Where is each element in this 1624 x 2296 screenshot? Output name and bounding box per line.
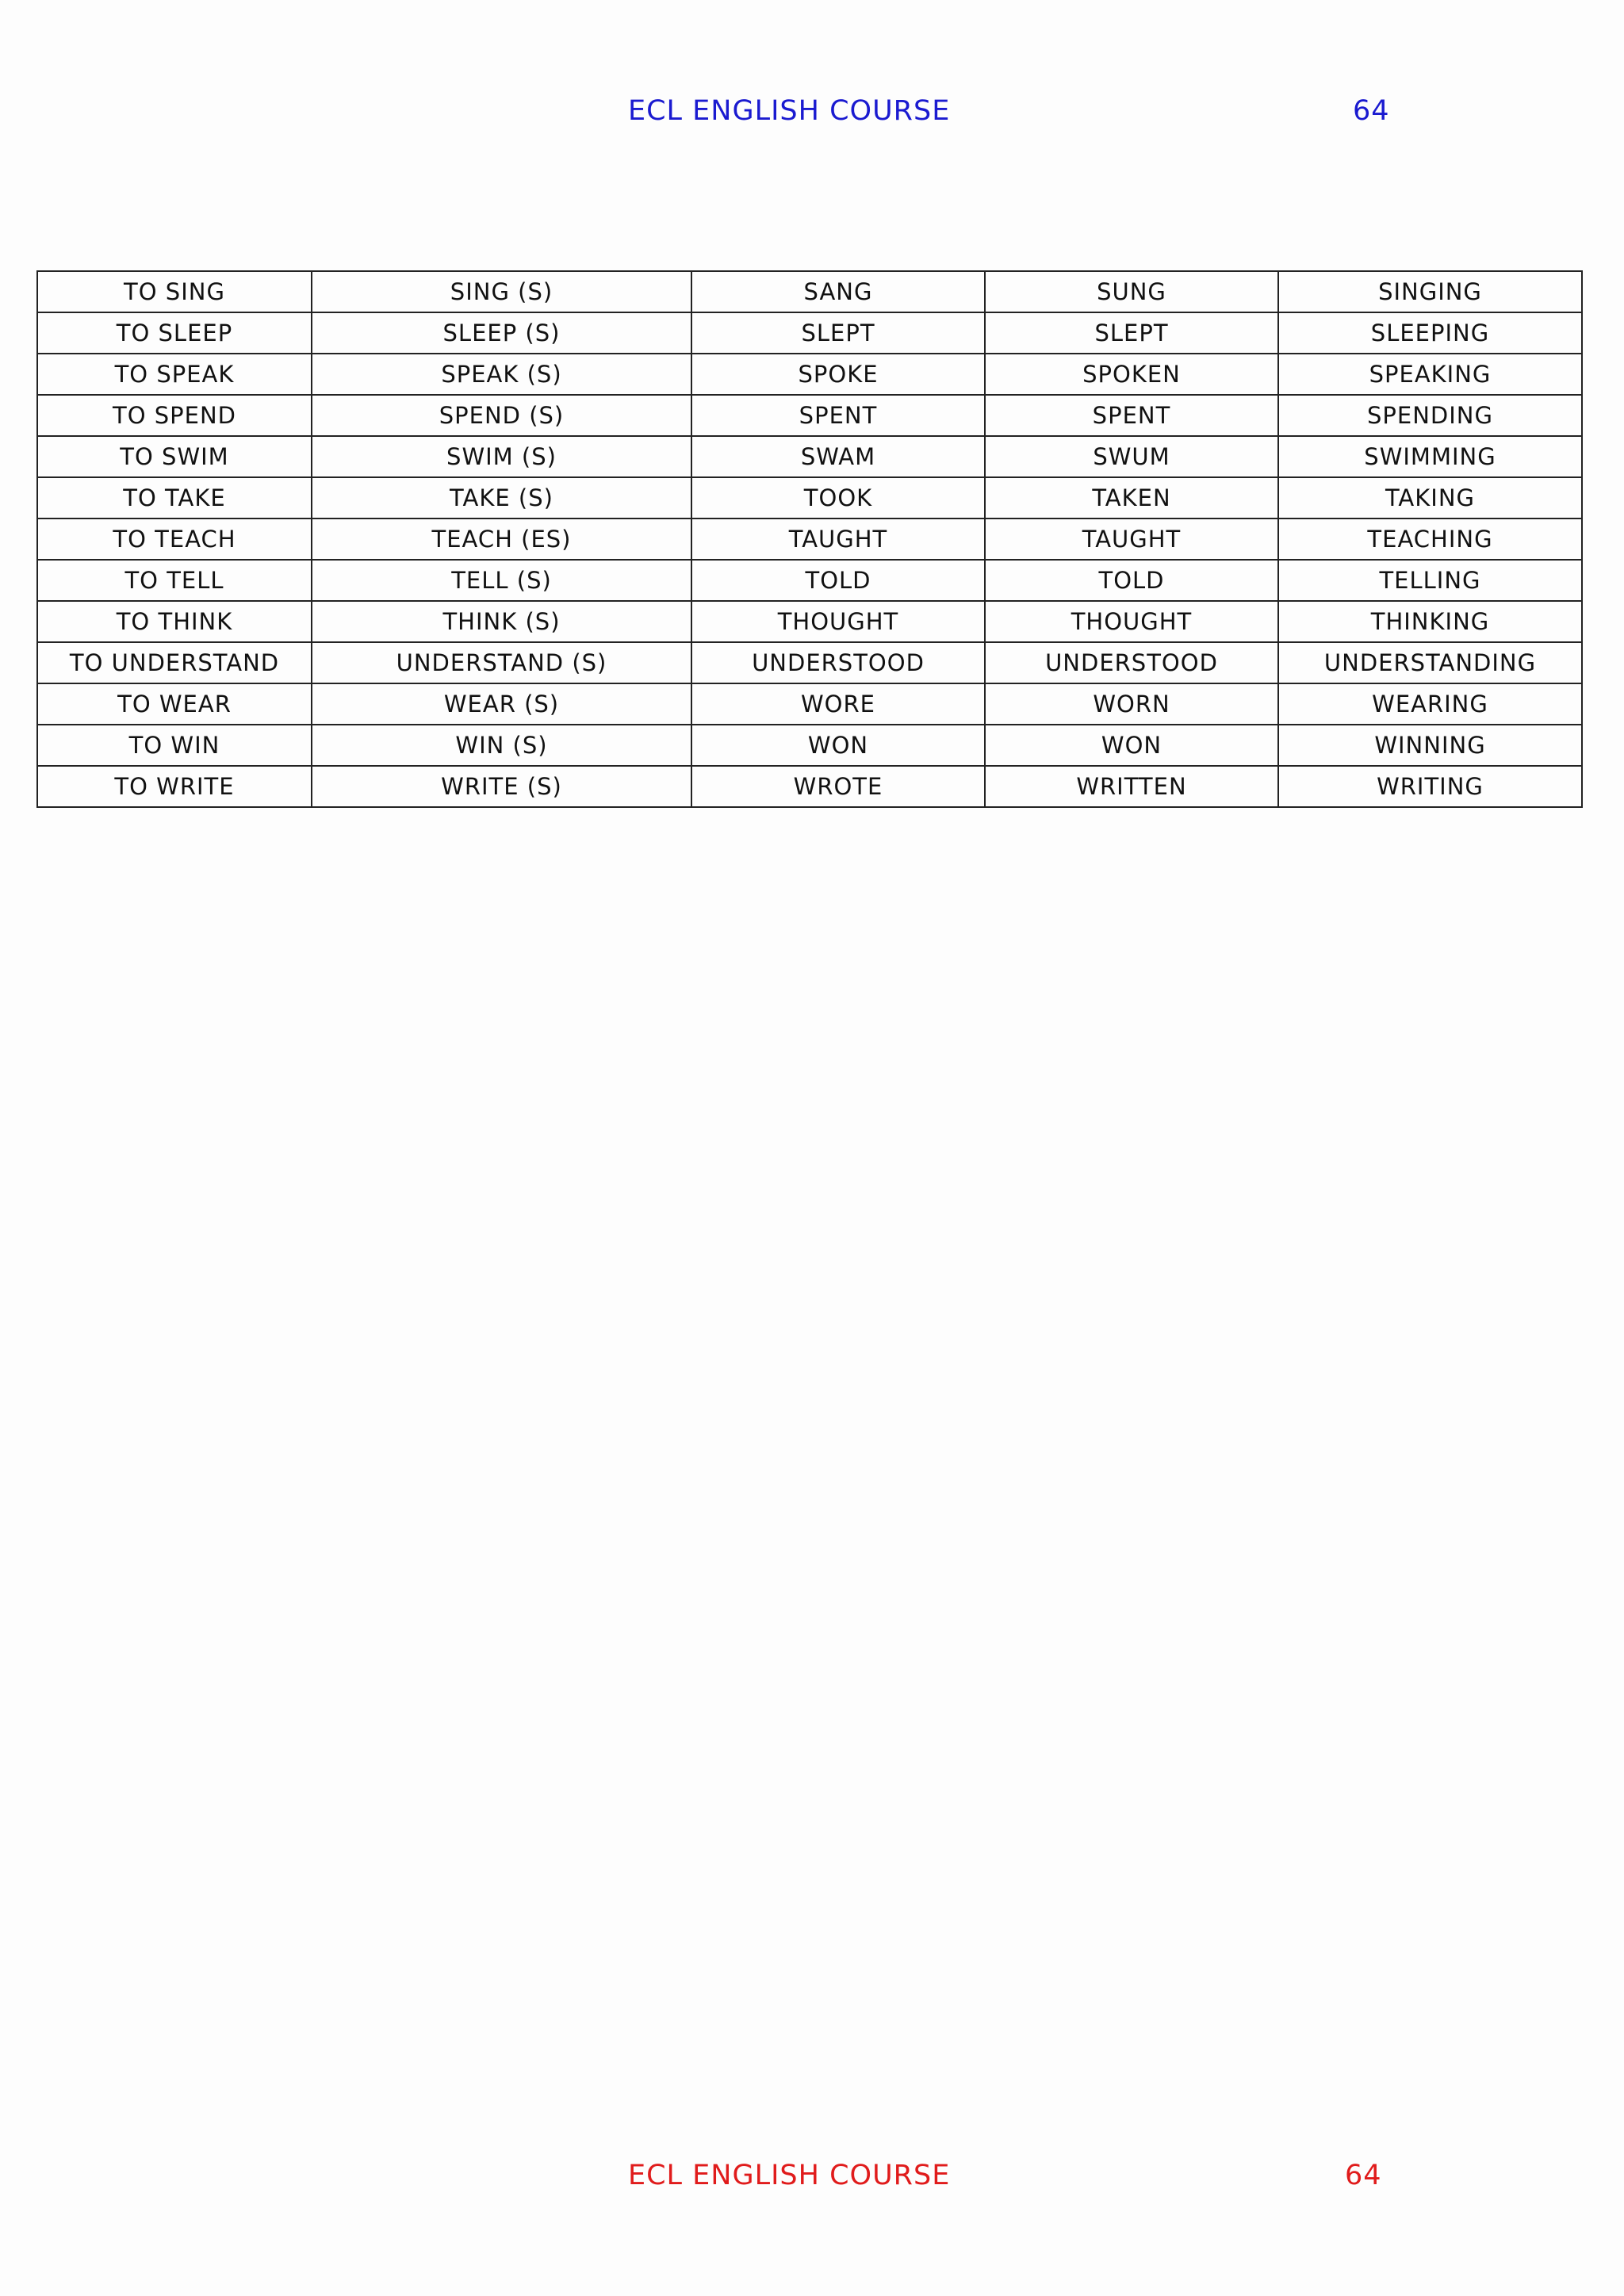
infinitive-cell: TO WIN <box>37 725 312 766</box>
present-cell: TEACH (ES) <box>312 519 691 560</box>
present-cell: SPEND (S) <box>312 395 691 436</box>
infinitive-cell: TO SPEAK <box>37 354 312 395</box>
present-cell: UNDERSTAND (S) <box>312 642 691 683</box>
gerund-cell: WRITING <box>1278 766 1582 807</box>
past-simple-cell: SPOKE <box>691 354 985 395</box>
past-participle-cell: WON <box>985 725 1278 766</box>
footer-title: ECL ENGLISH COURSE <box>628 2160 951 2191</box>
past-simple-cell: TAUGHT <box>691 519 985 560</box>
present-cell: SWIM (S) <box>312 436 691 477</box>
past-participle-cell: SLEPT <box>985 312 1278 354</box>
past-participle-cell: TAKEN <box>985 477 1278 519</box>
infinitive-cell: TO WEAR <box>37 683 312 725</box>
header-page-number: 64 <box>1353 95 1390 127</box>
present-cell: TELL (S) <box>312 560 691 601</box>
gerund-cell: SINGING <box>1278 271 1582 312</box>
table-row <box>37 560 1582 601</box>
present-cell: TAKE (S) <box>312 477 691 519</box>
gerund-cell: UNDERSTANDING <box>1278 642 1582 683</box>
table-row <box>37 642 1582 683</box>
past-participle-cell: TAUGHT <box>985 519 1278 560</box>
past-simple-cell: THOUGHT <box>691 601 985 642</box>
table-row <box>37 395 1582 436</box>
footer-page-number: 64 <box>1345 2160 1382 2191</box>
past-simple-cell: WORE <box>691 683 985 725</box>
table-row <box>37 312 1582 354</box>
past-simple-cell: UNDERSTOOD <box>691 642 985 683</box>
gerund-cell: SPEAKING <box>1278 354 1582 395</box>
past-participle-cell: SUNG <box>985 271 1278 312</box>
past-participle-cell: TOLD <box>985 560 1278 601</box>
past-participle-cell: THOUGHT <box>985 601 1278 642</box>
verb-table-body <box>37 271 1582 807</box>
present-cell: THINK (S) <box>312 601 691 642</box>
header-title: ECL ENGLISH COURSE <box>628 95 951 127</box>
table-row <box>37 766 1582 807</box>
past-simple-cell: TOOK <box>691 477 985 519</box>
present-cell: SING (S) <box>312 271 691 312</box>
gerund-cell: SWIMMING <box>1278 436 1582 477</box>
table-row <box>37 436 1582 477</box>
past-simple-cell: WROTE <box>691 766 985 807</box>
past-simple-cell: SWAM <box>691 436 985 477</box>
past-simple-cell: WON <box>691 725 985 766</box>
gerund-cell: THINKING <box>1278 601 1582 642</box>
infinitive-cell: TO TAKE <box>37 477 312 519</box>
infinitive-cell: TO SING <box>37 271 312 312</box>
present-cell: WEAR (S) <box>312 683 691 725</box>
table-row <box>37 354 1582 395</box>
present-cell: SPEAK (S) <box>312 354 691 395</box>
infinitive-cell: TO SWIM <box>37 436 312 477</box>
past-simple-cell: SLEPT <box>691 312 985 354</box>
past-participle-cell: SPENT <box>985 395 1278 436</box>
infinitive-cell: TO TELL <box>37 560 312 601</box>
infinitive-cell: TO THINK <box>37 601 312 642</box>
gerund-cell: SLEEPING <box>1278 312 1582 354</box>
table-row <box>37 725 1582 766</box>
infinitive-cell: TO SPEND <box>37 395 312 436</box>
past-participle-cell: SPOKEN <box>985 354 1278 395</box>
past-participle-cell: SWUM <box>985 436 1278 477</box>
gerund-cell: WEARING <box>1278 683 1582 725</box>
infinitive-cell: TO SLEEP <box>37 312 312 354</box>
irregular-verbs-table <box>36 270 1583 808</box>
gerund-cell: TAKING <box>1278 477 1582 519</box>
table-row <box>37 477 1582 519</box>
past-simple-cell: TOLD <box>691 560 985 601</box>
past-participle-cell: WRITTEN <box>985 766 1278 807</box>
infinitive-cell: TO TEACH <box>37 519 312 560</box>
gerund-cell: WINNING <box>1278 725 1582 766</box>
present-cell: SLEEP (S) <box>312 312 691 354</box>
table-row <box>37 683 1582 725</box>
present-cell: WIN (S) <box>312 725 691 766</box>
past-simple-cell: SANG <box>691 271 985 312</box>
table-row <box>37 601 1582 642</box>
gerund-cell: TEACHING <box>1278 519 1582 560</box>
past-simple-cell: SPENT <box>691 395 985 436</box>
gerund-cell: TELLING <box>1278 560 1582 601</box>
present-cell: WRITE (S) <box>312 766 691 807</box>
past-participle-cell: UNDERSTOOD <box>985 642 1278 683</box>
table-row <box>37 271 1582 312</box>
infinitive-cell: TO UNDERSTAND <box>37 642 312 683</box>
past-participle-cell: WORN <box>985 683 1278 725</box>
table-row <box>37 519 1582 560</box>
infinitive-cell: TO WRITE <box>37 766 312 807</box>
gerund-cell: SPENDING <box>1278 395 1582 436</box>
